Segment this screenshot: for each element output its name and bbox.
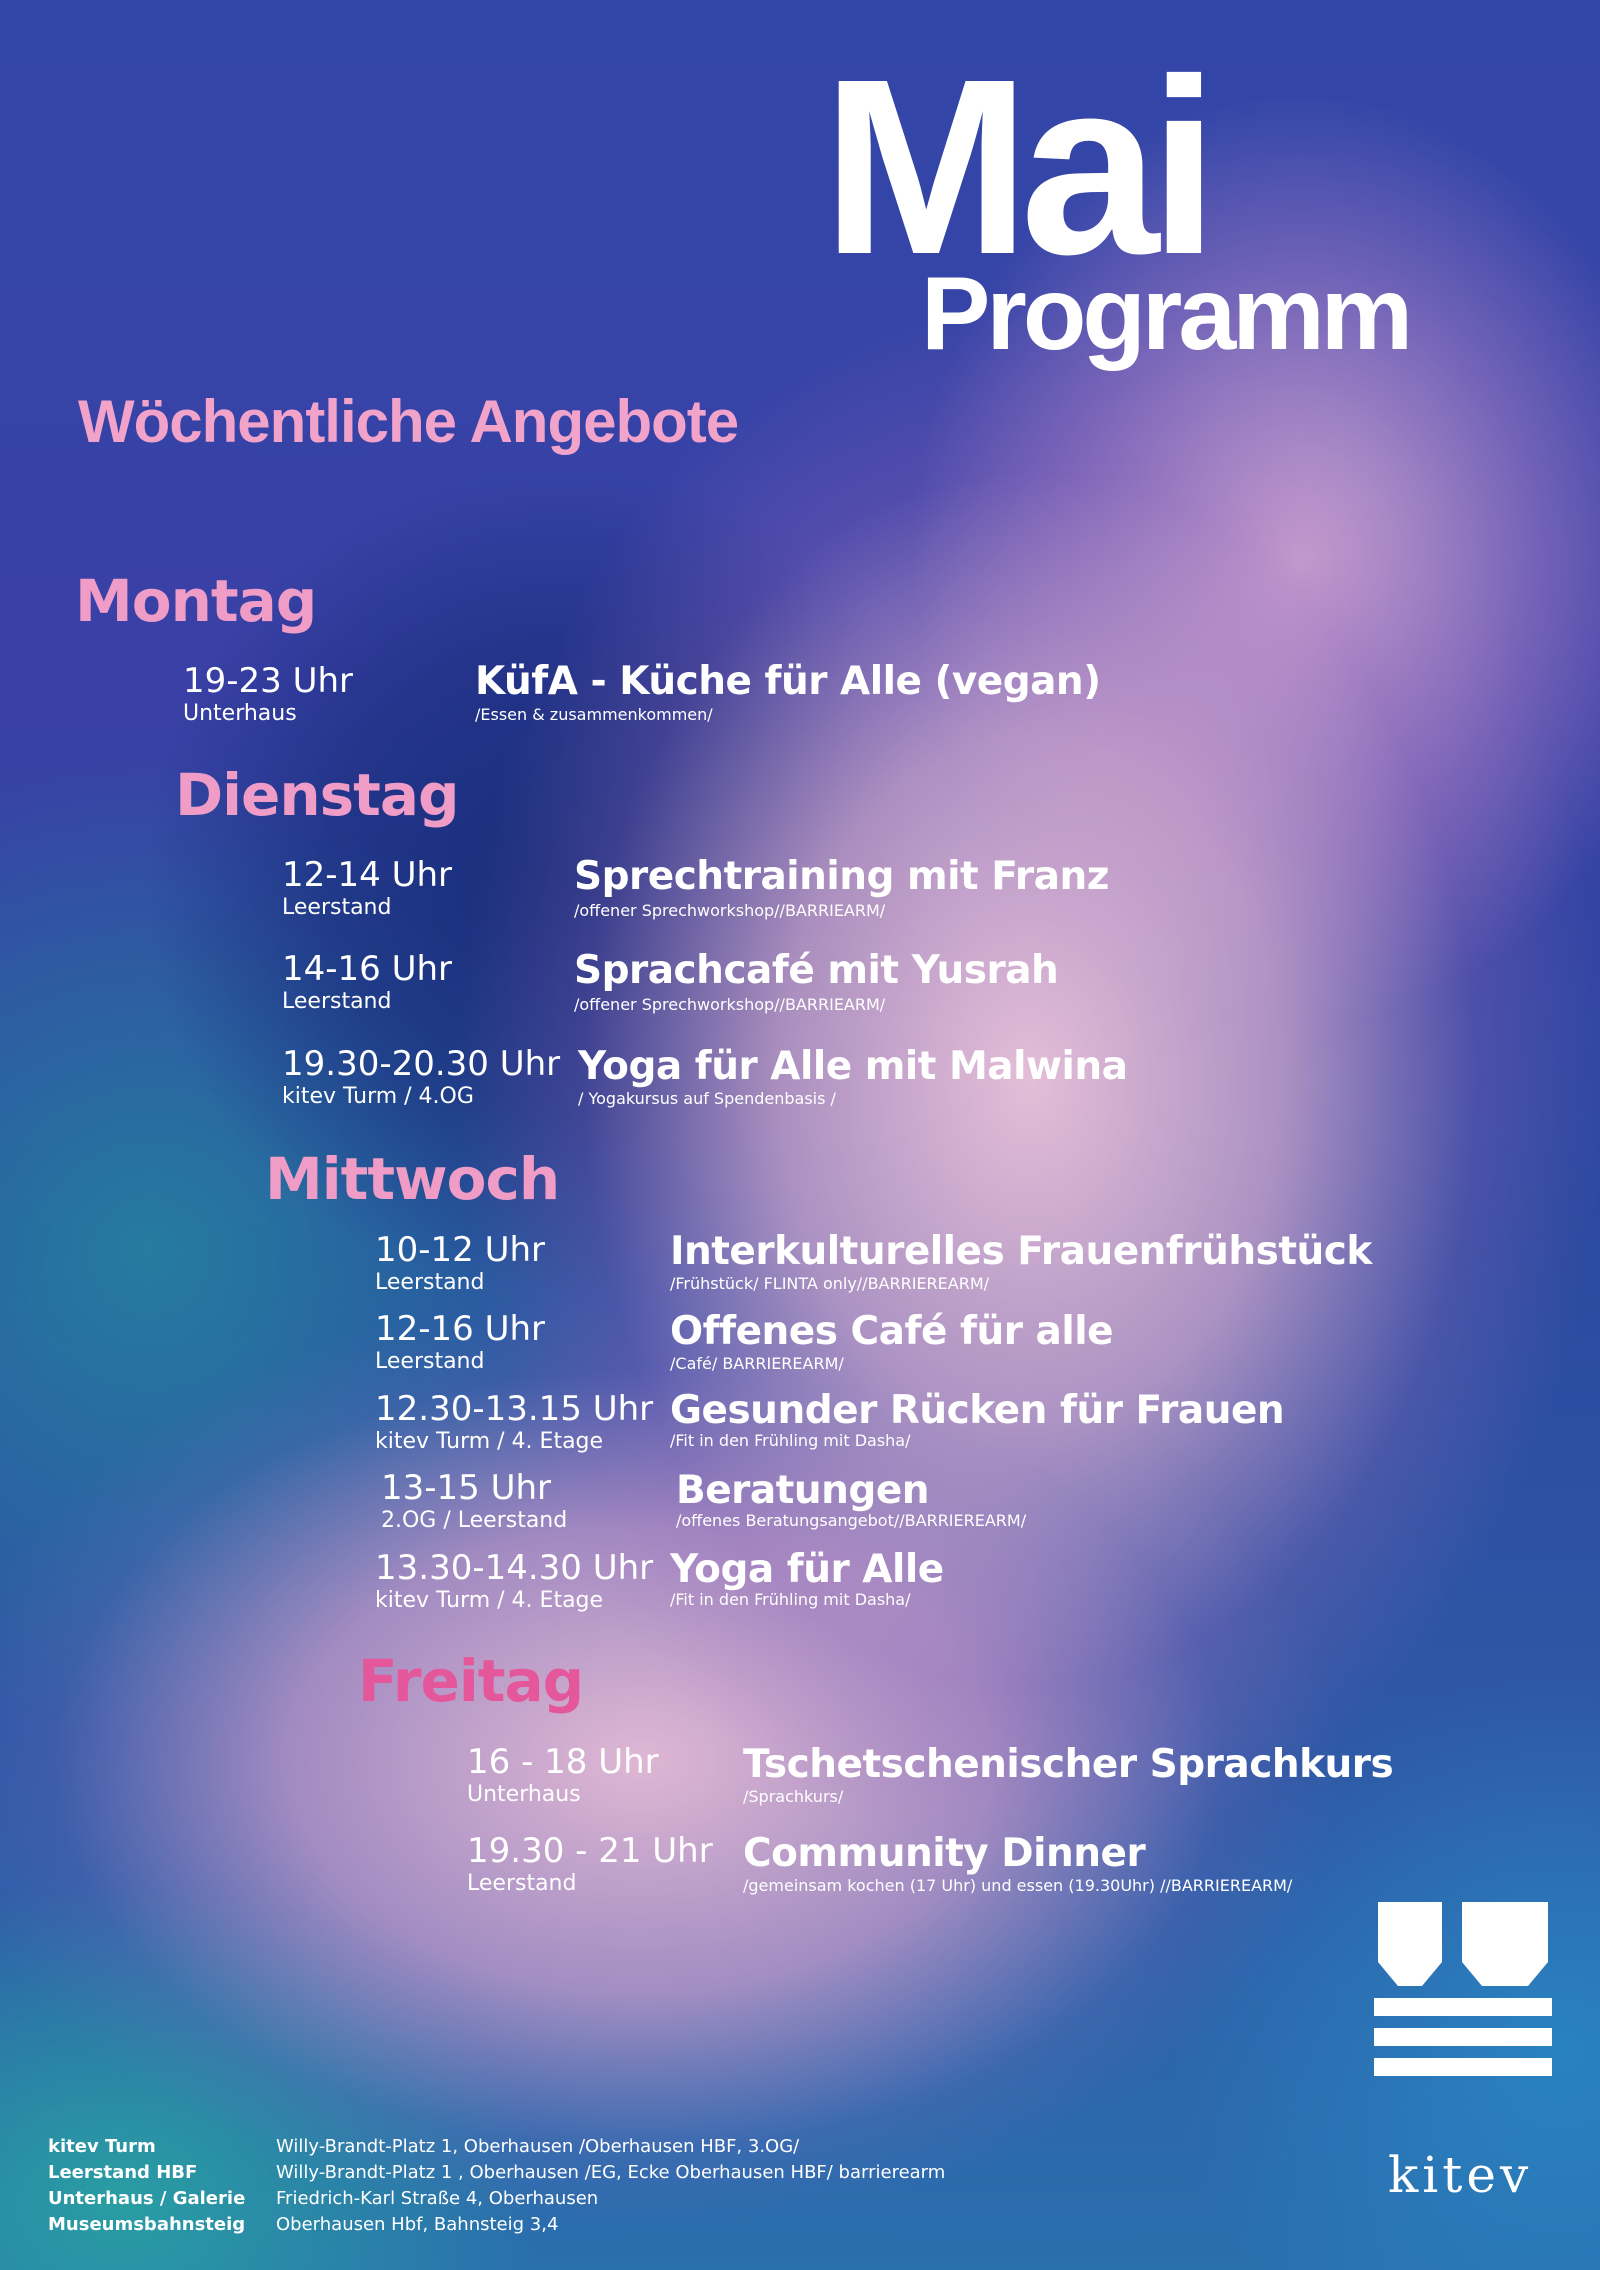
- event-time: 13-15 Uhr: [381, 1468, 552, 1508]
- event-title: Tschetschenischer Sprachkurs: [743, 1742, 1394, 1787]
- event-title: Offenes Café für alle: [670, 1309, 1114, 1354]
- location-address: Willy-Brandt-Platz 1 , Oberhausen /EG, Ecke Oberhausen HBF/ barrierearm: [276, 2162, 946, 2183]
- event-title: Community Dinner: [743, 1831, 1146, 1876]
- event-note: /Essen & zusammenkommen/: [475, 705, 713, 724]
- event-title: Interkulturelles Frauenfrühstück: [670, 1229, 1372, 1274]
- event-time: 19.30 - 21 Uhr: [467, 1831, 713, 1871]
- event-time: 16 - 18 Uhr: [467, 1742, 659, 1782]
- event-title: KüfA - Küche für Alle (vegan): [475, 659, 1101, 704]
- footer-locations: [48, 2134, 1048, 2238]
- event-place: Unterhaus: [183, 701, 297, 726]
- day-heading-dienstag: Dienstag: [175, 761, 459, 829]
- event-note: / Yogakursus auf Spendenbasis /: [578, 1089, 836, 1108]
- event-time: 14-16 Uhr: [282, 949, 453, 989]
- event-place: Leerstand: [375, 1270, 485, 1295]
- day-heading-freitag: Freitag: [358, 1647, 584, 1715]
- event-note: /offenes Beratungsangebot//BARRIEREARM/: [676, 1511, 1027, 1530]
- event-note: /Café/ BARRIEREARM/: [670, 1354, 844, 1373]
- event-title: Yoga für Alle: [670, 1547, 944, 1592]
- location-name: Leerstand HBF: [48, 2162, 198, 2183]
- event-place: Leerstand: [282, 989, 392, 1014]
- poster-title: Mai: [822, 27, 1209, 306]
- event-place: kitev Turm / 4. Etage: [375, 1588, 604, 1613]
- event-time: 10-12 Uhr: [375, 1230, 546, 1270]
- event-note: /offener Sprechworkshop//BARRIEARM/: [574, 901, 886, 920]
- event-title: Yoga für Alle mit Malwina: [578, 1044, 1128, 1089]
- event-place: 2.OG / Leerstand: [381, 1508, 568, 1533]
- event-place: Leerstand: [467, 1871, 577, 1896]
- poster-subtitle: Programm: [921, 256, 1410, 372]
- event-place: Unterhaus: [467, 1782, 581, 1807]
- event-note: /Fit in den Frühling mit Dasha/: [670, 1431, 911, 1450]
- event-time: 12.30-13.15 Uhr: [375, 1389, 654, 1429]
- day-heading-montag: Montag: [75, 567, 317, 635]
- location-name: Unterhaus / Galerie: [48, 2188, 246, 2209]
- location-address: Willy-Brandt-Platz 1, Oberhausen /Oberhausen HBF, 3.OG/: [276, 2136, 800, 2157]
- event-place: kitev Turm / 4.OG: [282, 1084, 474, 1109]
- brand-wordmark: kitev: [1388, 2146, 1533, 2204]
- event-time: 19.30-20.30 Uhr: [282, 1044, 561, 1084]
- event-place: kitev Turm / 4. Etage: [375, 1429, 604, 1454]
- event-note: /Frühstück/ FLINTA only//BARRIEREARM/: [670, 1274, 990, 1293]
- event-note: /Fit in den Frühling mit Dasha/: [670, 1590, 911, 1609]
- event-place: Leerstand: [375, 1349, 485, 1374]
- location-address: Friedrich-Karl Straße 4, Oberhausen: [276, 2188, 599, 2209]
- event-note: /offener Sprechworkshop//BARRIEARM/: [574, 995, 886, 1014]
- event-place: Leerstand: [282, 895, 392, 920]
- event-note: /Sprachkurs/: [743, 1787, 844, 1806]
- location-name: Museumsbahnsteig: [48, 2214, 246, 2235]
- kitev-logo-icon: [1372, 1902, 1554, 2080]
- event-title: Gesunder Rücken für Frauen: [670, 1388, 1285, 1433]
- section-heading: Wöchentliche Angebote: [78, 388, 739, 455]
- location-address: Oberhausen Hbf, Bahnsteig 3,4: [276, 2214, 559, 2235]
- event-title: Sprachcafé mit Yusrah: [574, 948, 1059, 993]
- event-title: Beratungen: [676, 1468, 930, 1513]
- day-heading-mittwoch: Mittwoch: [265, 1145, 560, 1213]
- location-name: kitev Turm: [48, 2136, 156, 2157]
- event-time: 12-14 Uhr: [282, 855, 453, 895]
- event-time: 19-23 Uhr: [183, 661, 354, 701]
- event-title: Sprechtraining mit Franz: [574, 854, 1109, 899]
- event-note: /gemeinsam kochen (17 Uhr) und essen (19.30Uhr) //BARRIEREARM/: [743, 1876, 1293, 1895]
- event-time: 12-16 Uhr: [375, 1309, 546, 1349]
- event-time: 13.30-14.30 Uhr: [375, 1548, 654, 1588]
